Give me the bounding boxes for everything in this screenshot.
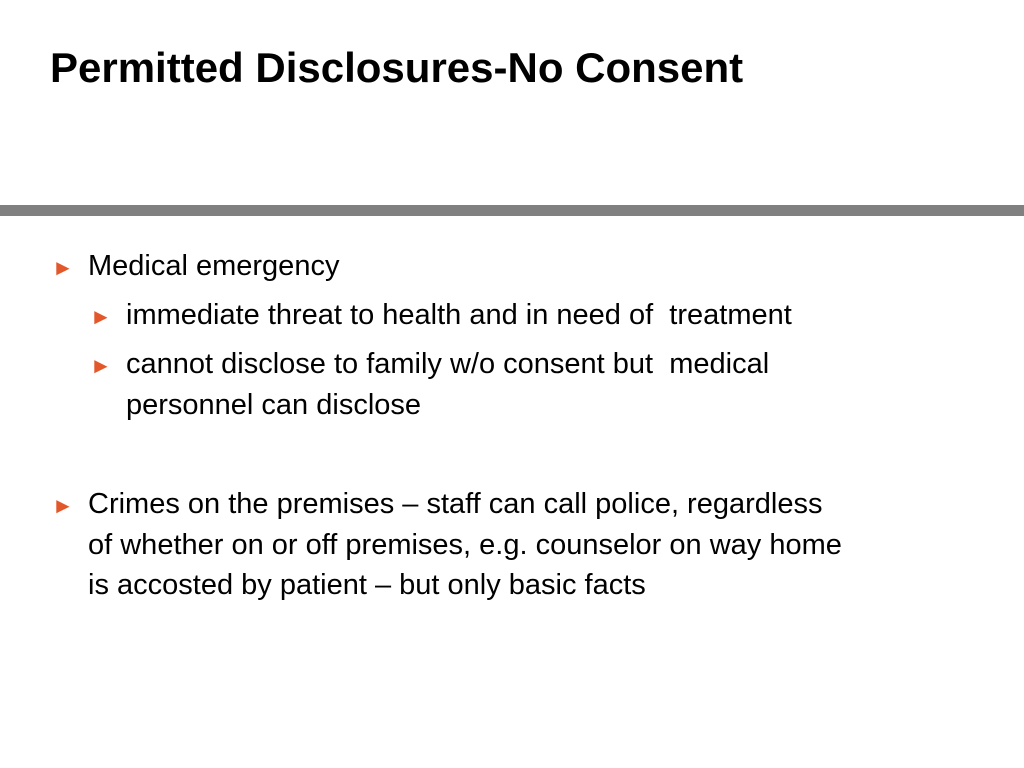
bullet-text-continued: of whether on or off premises, e.g. counselor on way home bbox=[88, 529, 842, 561]
bullet-text: Crimes on the premises – staff can call police, regardless bbox=[88, 488, 823, 520]
sub-bullet-text: cannot disclose to family w/o consent but medical bbox=[126, 348, 770, 380]
slide-title: Permitted Disclosures-No Consent bbox=[50, 44, 744, 91]
sub-bullet-triangle-icon: ► bbox=[90, 353, 112, 378]
bullet-text: Medical emergency bbox=[88, 250, 340, 282]
sub-bullet-triangle-icon: ► bbox=[90, 304, 112, 329]
sub-bullet-text-continued: personnel can disclose bbox=[126, 389, 422, 421]
bullet-text-continued: is accosted by patient – but only basic facts bbox=[88, 569, 646, 601]
bullet-triangle-icon: ► bbox=[52, 493, 74, 518]
bullet-triangle-icon: ► bbox=[52, 255, 74, 280]
title-divider bbox=[0, 205, 1024, 216]
sub-bullet-text: immediate threat to health and in need of treatment bbox=[126, 299, 792, 331]
